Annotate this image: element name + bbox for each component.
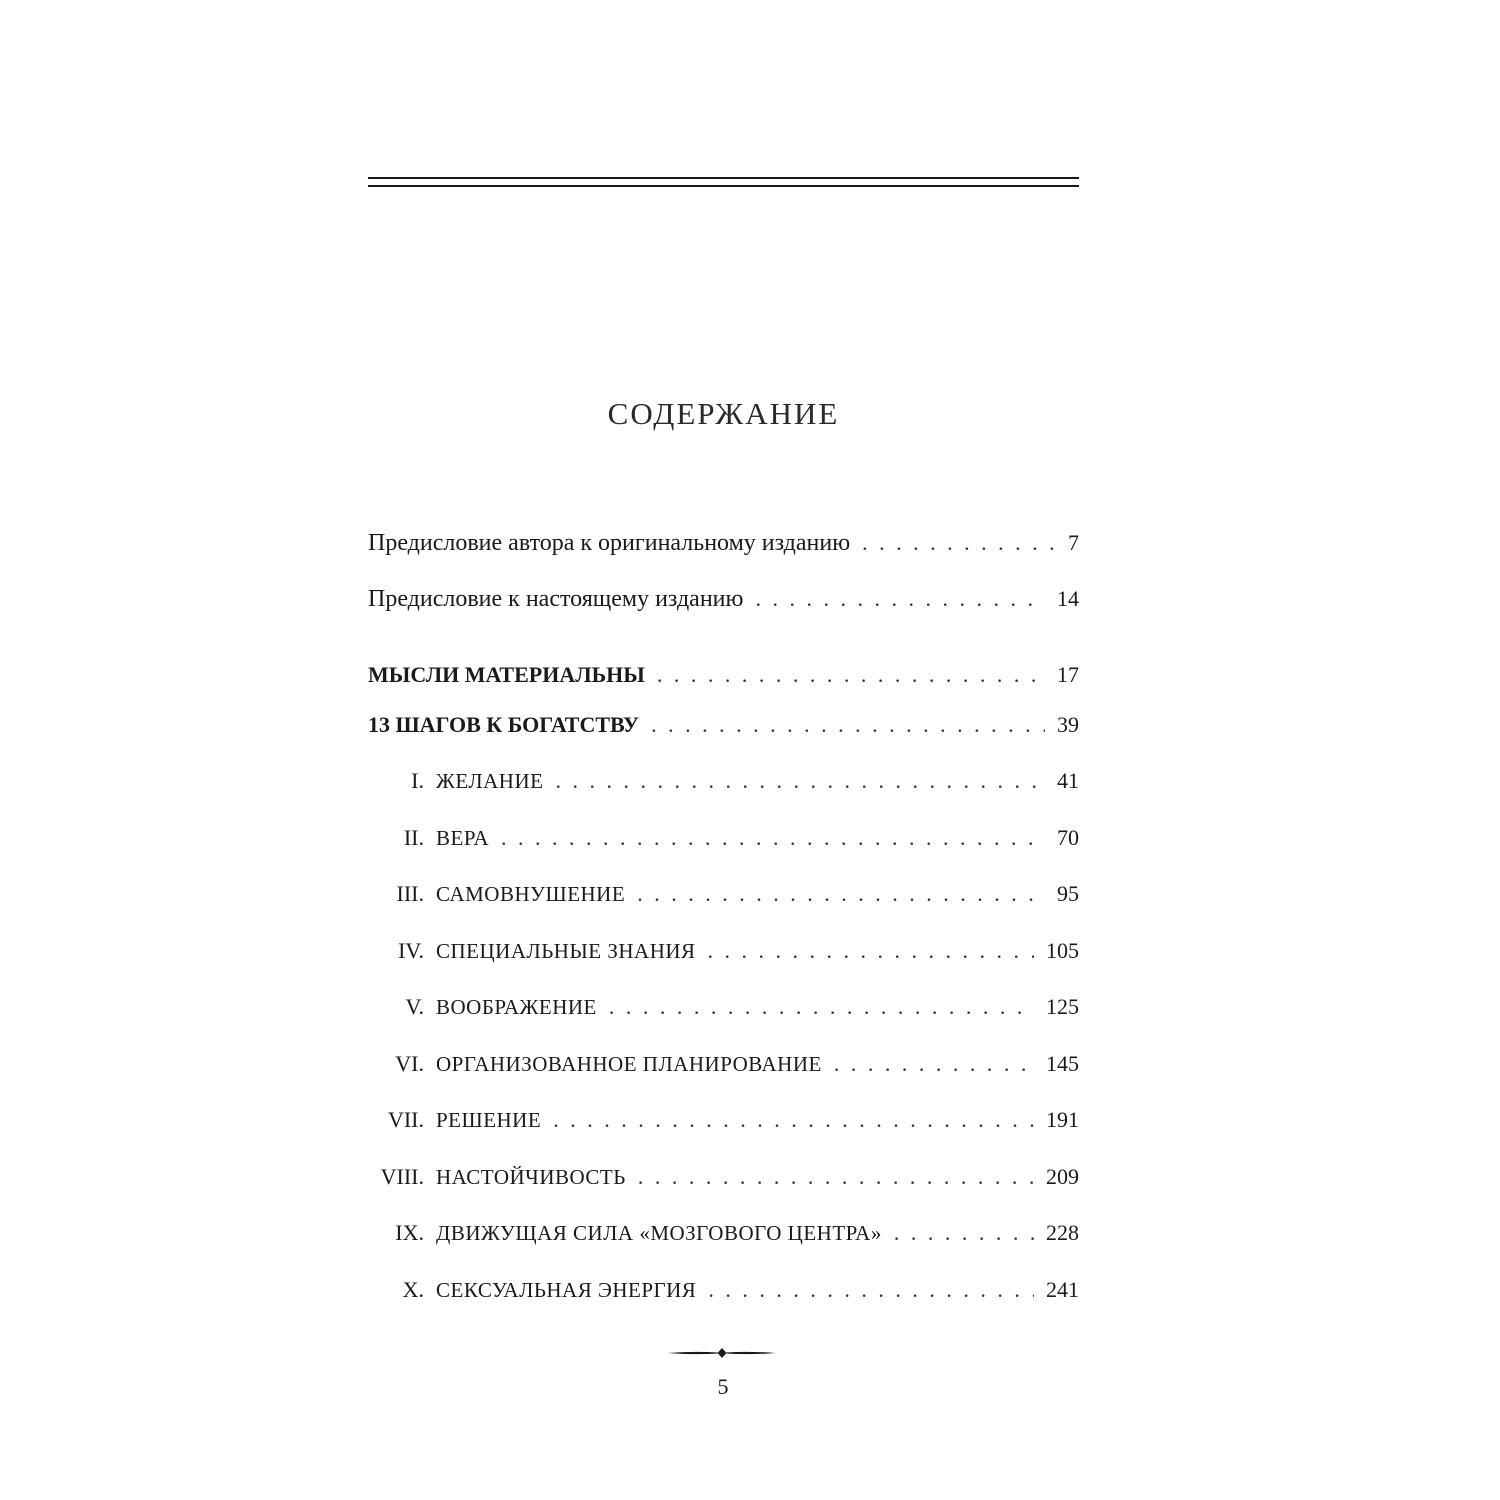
toc-entry-label: НАСТОЙЧИВОСТЬ (436, 1165, 626, 1189)
dot-leader (553, 1105, 1034, 1135)
page-title: СОДЕРЖАНИЕ (607, 396, 840, 431)
dot-leader (862, 528, 1056, 558)
toc-entry-page: 14 (1057, 586, 1079, 611)
page-number: 5 (717, 1374, 729, 1399)
toc-entry-page: 125 (1046, 994, 1079, 1019)
ornament-divider (668, 1346, 776, 1360)
toc-entry-page: 95 (1057, 881, 1079, 906)
toc-entry-chapter-3[interactable] (368, 879, 1079, 909)
chapter-number: I. (411, 768, 424, 793)
toc-entry-chapter-6[interactable] (368, 1049, 1079, 1079)
toc-entry-page: 17 (1057, 662, 1079, 687)
dot-leader (708, 1275, 1034, 1305)
dot-leader (609, 992, 1034, 1022)
toc-entry-chapter-4[interactable] (368, 936, 1079, 966)
toc-entry-chapter-8[interactable] (368, 1162, 1079, 1192)
dot-leader (638, 1162, 1034, 1192)
chapter-number: V. (405, 994, 424, 1019)
chapter-number: VII. (387, 1107, 424, 1132)
dot-leader (755, 584, 1045, 614)
toc-entry-page: 191 (1046, 1107, 1079, 1132)
rule-line-bottom (368, 185, 1079, 187)
toc-entry-label: ОРГАНИЗОВАННОЕ ПЛАНИРОВАНИЕ (436, 1052, 822, 1076)
chapter-number: II. (403, 825, 424, 850)
dot-leader (834, 1049, 1034, 1079)
toc-entry-preface-original[interactable] (368, 528, 1079, 558)
toc-entry-preface-current[interactable] (368, 584, 1079, 614)
toc-entry-chapter-5[interactable] (368, 992, 1079, 1022)
dot-leader (637, 879, 1045, 909)
toc-entry-label: САМОВНУШЕНИЕ (436, 882, 626, 906)
dot-leader (708, 936, 1034, 966)
chapter-number: IV. (398, 938, 424, 963)
toc-entry-chapter-2[interactable] (368, 823, 1079, 853)
chapter-number: III. (396, 881, 424, 906)
dot-leader (501, 823, 1045, 853)
toc-entry-chapter-10[interactable] (368, 1275, 1079, 1305)
chapter-number: IX. (395, 1220, 424, 1245)
dot-leader (555, 766, 1045, 796)
toc-entry-page: 39 (1057, 712, 1079, 737)
toc-entry-page: 228 (1046, 1220, 1079, 1245)
chapter-number: VIII. (380, 1164, 424, 1189)
toc-entry-label: ВЕРА (436, 826, 489, 850)
chapter-number: X. (402, 1277, 424, 1302)
chapter-number: VI. (395, 1051, 424, 1076)
toc-entry-label: Предисловие автора к оригинальному изданию (368, 530, 851, 556)
toc-entry-label: ДВИЖУЩАЯ СИЛА «МОЗГОВОГО ЦЕНТРА» (436, 1221, 882, 1245)
header-double-rule (368, 177, 1079, 188)
toc-entry-page: 7 (1068, 530, 1079, 555)
dot-leader (894, 1218, 1034, 1248)
toc-entry-label: Предисловие к настоящему изданию (368, 586, 744, 612)
toc-entry-label: РЕШЕНИЕ (436, 1108, 542, 1132)
toc-entry-label: МЫСЛИ МАТЕРИАЛЬНЫ (368, 662, 645, 687)
dot-leader (651, 710, 1045, 740)
toc-entry-page: 241 (1046, 1277, 1079, 1302)
toc-entry-page: 105 (1046, 938, 1079, 963)
toc-entry-page: 70 (1057, 825, 1079, 850)
toc-entry-page: 145 (1046, 1051, 1079, 1076)
toc-entry-part-thoughts[interactable] (368, 660, 1079, 690)
toc-entry-chapter-7[interactable] (368, 1105, 1079, 1135)
toc-entry-chapter-1[interactable] (368, 766, 1079, 796)
rule-line-top (368, 177, 1079, 179)
toc-entry-page: 41 (1057, 768, 1079, 793)
toc-entry-page: 209 (1046, 1164, 1079, 1189)
toc-entry-label: ВООБРАЖЕНИЕ (436, 995, 597, 1019)
toc-entry-label: СПЕЦИАЛЬНЫЕ ЗНАНИЯ (436, 939, 696, 963)
toc-entry-label: СЕКСУАЛЬНАЯ ЭНЕРГИЯ (436, 1278, 697, 1302)
toc-entry-chapter-9[interactable] (368, 1218, 1079, 1248)
toc-entry-part-13-steps[interactable] (368, 710, 1079, 740)
toc-entry-label: ЖЕЛАНИЕ (436, 769, 544, 793)
dot-leader (657, 660, 1045, 690)
toc-entry-label: 13 ШАГОВ К БОГАТСТВУ (368, 712, 640, 737)
